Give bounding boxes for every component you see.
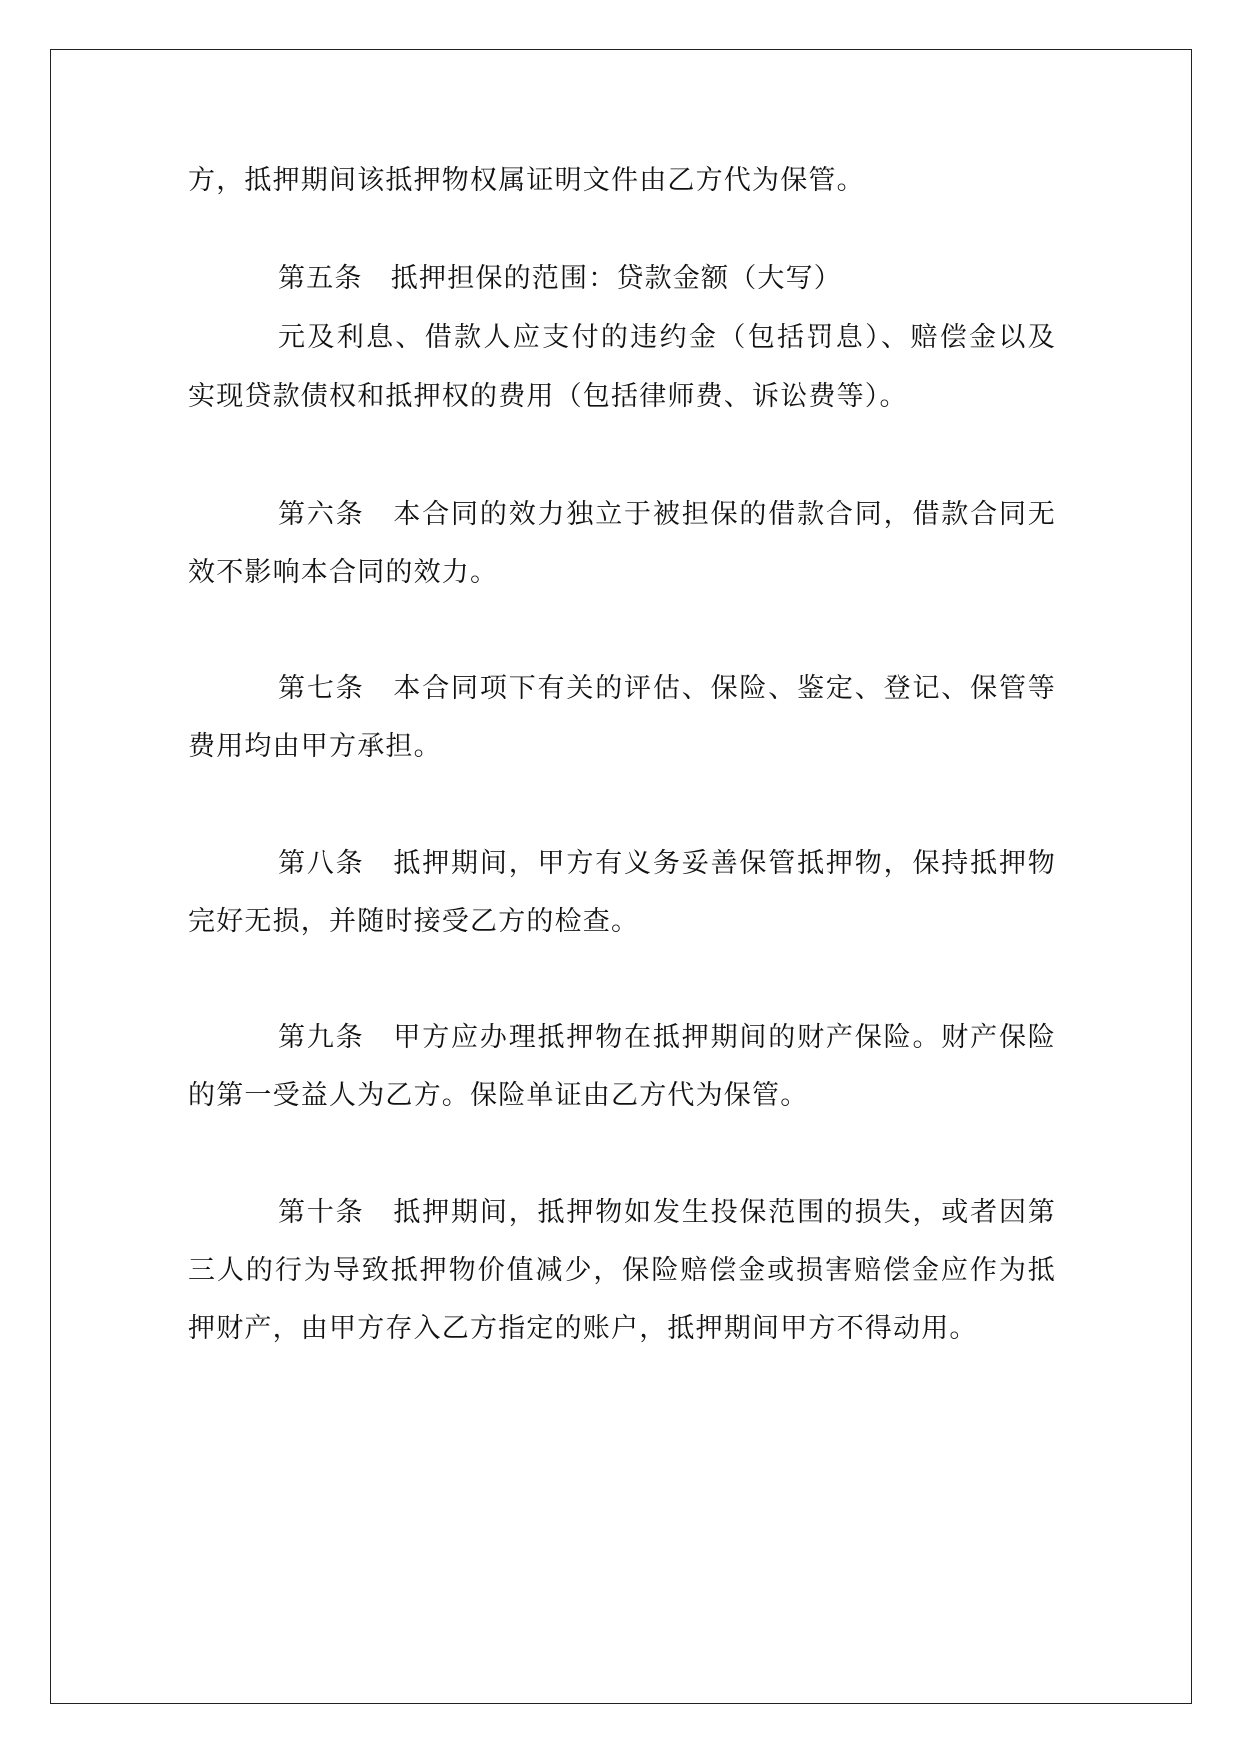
- text-line-1: 方，抵押期间该抵押物权属证明文件由乙方代为保管。: [188, 165, 865, 196]
- article-9-line-2: 的第一受益人为乙方。保险单证由乙方代为保管。: [188, 1080, 809, 1111]
- article-7-line-2: 费用均由甲方承担。: [188, 731, 442, 762]
- article-5-heading: 第五条 抵押担保的范围：贷款金额（大写）: [278, 263, 842, 294]
- article-10-line-3: 押财产，由甲方存入乙方指定的账户，抵押期间甲方不得动用。: [188, 1313, 978, 1344]
- article-6-line-2: 效不影响本合同的效力。: [188, 557, 499, 588]
- article-5-line-3: 实现贷款债权和抵押权的费用（包括律师费、诉讼费等）。: [188, 381, 908, 412]
- article-5-line-2: 元及利息、借款人应支付的违约金（包括罚息）、赔偿金以及: [278, 322, 1056, 353]
- article-6-heading: 第六条 本合同的效力独立于被担保的借款合同，借款合同无: [278, 499, 1056, 530]
- article-7-heading: 第七条 本合同项下有关的评估、保险、鉴定、登记、保管等: [278, 673, 1056, 704]
- article-10-heading: 第十条 抵押期间，抵押物如发生投保范围的损失，或者因第: [278, 1197, 1056, 1228]
- article-9-heading: 第九条 甲方应办理抵押物在抵押期间的财产保险。财产保险: [278, 1022, 1056, 1053]
- article-8-line-2: 完好无损，并随时接受乙方的检查。: [188, 906, 640, 937]
- article-8-heading: 第八条 抵押期间，甲方有义务妥善保管抵押物，保持抵押物: [278, 848, 1056, 879]
- article-10-line-2: 三人的行为导致抵押物价值减少，保险赔偿金或损害赔偿金应作为抵: [188, 1255, 1056, 1286]
